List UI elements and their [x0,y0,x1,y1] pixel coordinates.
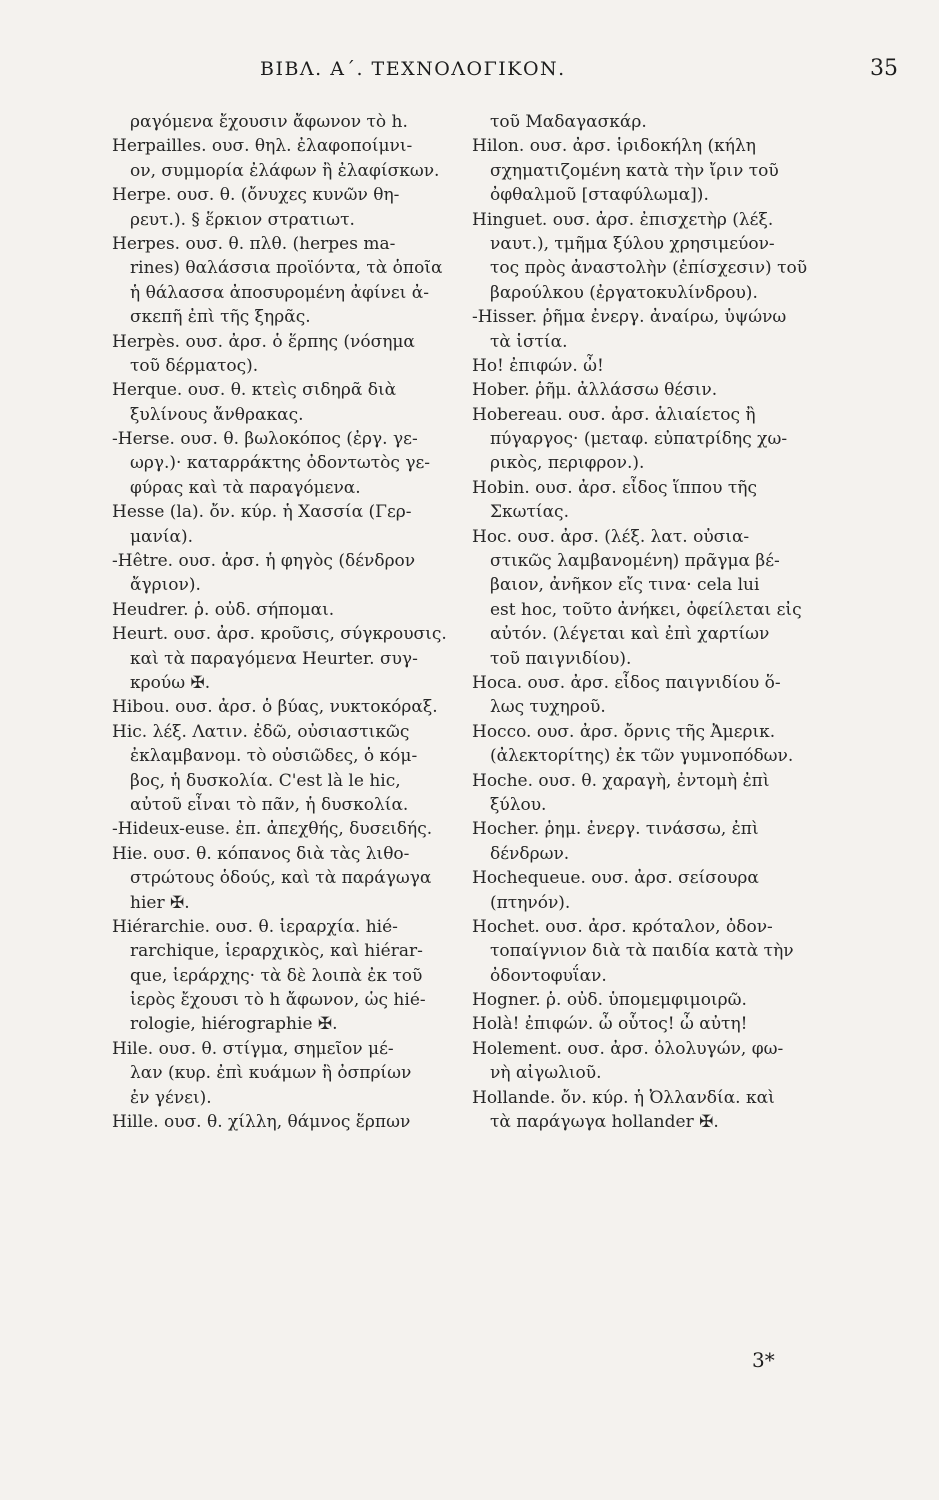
dictionary-line: rarchique, ἱεραρχικὸς, καὶ hiérar- [130,941,423,962]
dictionary-line: τὰ παράγωγα hollander ✠. [490,1112,719,1133]
dictionary-line: Hochequeue. ουσ. ἀρσ. σείσουρα [472,868,759,889]
dictionary-line: Hoca. ουσ. ἀρσ. εἶδος παιγνιδίου ὅ- [472,672,781,693]
dictionary-line: Hobereau. ουσ. ἀρσ. ἁλιαίετος ἢ [472,404,756,425]
dictionary-line: Herpes. ουσ. θ. πλθ. (herpes ma- [112,233,396,254]
dictionary-line: Hiérarchie. ουσ. θ. ἱεραρχία. hié- [112,916,398,937]
dictionary-line: Hober. ῥῆμ. ἀλλάσσω θέσιν. [472,380,718,401]
dictionary-line: Hile. ουσ. θ. στίγμα, σημεῖον μέ- [112,1038,394,1059]
left-column [112,110,460,1134]
dictionary-line: φύρας καὶ τὰ παραγόμενα. [130,477,361,498]
dictionary-line: μανία). [130,526,194,547]
dictionary-line: ρικὸς, περιφρον.). [490,453,645,474]
dictionary-line: Holà! ἐπιφών. ὦ οὗτος! ὦ αὐτη! [472,1014,748,1035]
dictionary-line: Herpe. ουσ. θ. (ὄνυχες κυνῶν θη- [112,185,400,206]
dictionary-line: Hinguet. ουσ. ἀρσ. ἐπισχετὴρ (λέξ. [472,209,774,230]
dictionary-line: τοῦ παιγνιδίου). [490,648,632,669]
dictionary-line: Herpès. ουσ. ἀρσ. ὁ ἕρπης (νόσημα [112,331,415,352]
dictionary-line: τοῦ Μαδαγασκάρ. [490,112,647,132]
page-title: ΒΙΒΛ. Α΄. ΤΕΧΝΟΛΟΓΙΚΟΝ. [260,58,566,80]
dictionary-line: ὀδοντοφυΐαν. [490,965,607,986]
dictionary-line: ωργ.)· καταρράκτης ὀδοντωτὸς γε- [130,453,431,474]
dictionary-line: τοπαίγνιον διὰ τὰ παιδία κατὰ τὴν [490,941,794,962]
dictionary-line: Σκωτίας. [490,502,569,523]
dictionary-line: τος πρὸς ἀναστολὴν (ἐπίσχεσιν) τοῦ [490,258,808,279]
dictionary-line: ρευτ.). § ἕρκιον στρατιωτ. [130,209,355,230]
dictionary-line: ναυτ.), τμῆμα ξύλου χρησιμεύον- [490,233,775,254]
dictionary-line: νὴ αἰγωλιοῦ. [490,1063,602,1084]
dictionary-line: hier ✠. [130,892,190,913]
dictionary-line: Hilon. ουσ. ἀρσ. ἱριδοκήλη (κήλη [472,136,756,157]
dictionary-line: ξύλου. [490,794,547,815]
dictionary-line: Heudrer. ῥ. οὐδ. σήπομαι. [112,599,335,620]
dictionary-line: -Herse. ουσ. θ. βωλοκόπος (ἐργ. γε- [112,429,418,450]
dictionary-line: Herque. ουσ. θ. κτεὶς σιδηρᾶ διὰ [112,380,397,401]
dictionary-line: δένδρων. [490,843,570,864]
dictionary-line: σκεπῆ ἐπὶ τῆς ξηρᾶς. [130,307,311,328]
dictionary-line: Holement. ουσ. ἀρσ. ὀλολυγών, φω- [472,1038,784,1059]
dictionary-line: Hoc. ουσ. ἀρσ. (λέξ. λατ. οὐσια- [472,526,750,547]
dictionary-line: αὐτόν. (λέγεται καὶ ἐπὶ χαρτίων [490,624,770,645]
dictionary-line: Hollande. ὄν. κύρ. ἡ Ὀλλανδία. καὶ [472,1087,775,1108]
dictionary-line: Heurt. ουσ. ἀρσ. κροῦσις, σύγκρουσις. [112,624,447,645]
dictionary-line: Hie. ουσ. θ. κόπανος διὰ τὰς λιθο- [112,843,410,864]
dictionary-line: ραγόμενα ἔχουσιν ἄφωνον τὸ h. [130,112,408,132]
running-head [110,56,898,88]
dictionary-line: πύγαργος· (μεταφ. εὐπατρίδης χω- [490,429,788,450]
dictionary-line: ὀφθαλμοῦ [σταφύλωμα]). [490,185,709,206]
dictionary-line: τὰ ἱστία. [490,331,568,352]
printer-signature: 3* [752,1348,775,1372]
dictionary-line: Hic. λέξ. Λατιν. ἐδῶ, οὐσιαστικῶς [112,721,410,742]
page-number: 35 [870,56,898,81]
dictionary-line: ξυλίνους ἄνθρακας. [130,404,304,425]
dictionary-line: (πτηνόν). [490,892,571,913]
dictionary-line: ἄγριον). [130,575,201,596]
dictionary-line: ἱερὸς ἔχουσι τὸ h ἄφωνον, ὡς hié- [130,990,426,1011]
dictionary-line: βος, ἡ δυσκολία. C'est là le hic, [130,770,401,791]
dictionary-line: Hocco. ουσ. ἀρσ. ὄρνις τῆς Ἀμερικ. [472,721,776,742]
dictionary-line: rologie, hiérographie ✠. [130,1014,338,1035]
dictionary-line: -Hideux-euse. ἐπ. ἀπεχθής, δυσειδής. [112,819,433,840]
dictionary-line: Hobin. ουσ. ἀρσ. εἶδος ἵππου τῆς [472,477,757,498]
dictionary-line: σχηματιζομένη κατὰ τὴν ἴριν τοῦ [490,160,779,181]
dictionary-line: Hoche. ουσ. θ. χαραγὴ, ἐντομὴ ἐπὶ [472,770,770,791]
dictionary-line: -Hisser. ῥῆμα ἐνεργ. ἀναίρω, ὑψώνω [472,307,787,328]
dictionary-line: que, ἱεράρχης· τὰ δὲ λοιπὰ ἐκ τοῦ [130,965,423,986]
dictionary-line: Herpailles. ουσ. θηλ. ἐλαφοποίμνι- [112,136,413,157]
dictionary-line: ον, συμμορία ἐλάφων ἢ ἐλαφίσκων. [130,160,440,181]
dictionary-line: καὶ τὰ παραγόμενα Heurter. συγ- [130,648,418,669]
dictionary-line: Hibou. ουσ. ἀρσ. ὁ βύας, νυκτοκόραξ. [112,697,438,718]
dictionary-line: Hocher. ῥημ. ἐνεργ. τινάσσω, ἐπὶ [472,819,759,840]
right-column [472,110,834,1134]
dictionary-line: (ἀλεκτορίτης) ἐκ τῶν γυμνοπόδων. [490,746,794,767]
dictionary-line: ἡ θάλασσα ἀποσυρομένη ἀφίνει ἀ- [130,282,429,303]
dictionary-line: κρούω ✠. [130,672,211,693]
dictionary-line: rines) θαλάσσια προϊόντα, τὰ ὁποῖα [130,258,443,279]
dictionary-line: βαρούλκου (ἐργατοκυλίνδρου). [490,282,758,303]
dictionary-line: αὐτοῦ εἶναι τὸ πᾶν, ἡ δυσκολία. [130,794,409,815]
dictionary-line: βαιον, ἀνῆκον εἴς τινα· cela lui [490,575,760,596]
dictionary-line: Hille. ουσ. θ. χίλλη, θάμνος ἕρπων [112,1112,411,1133]
dictionary-line: στικῶς λαμβανομένη) πρᾶγμα βέ- [490,551,780,572]
dictionary-line: -Hêtre. ουσ. ἀρσ. ἡ φηγὸς (δένδρον [112,551,416,572]
dictionary-line: ἐκλαμβανομ. τὸ οὐσιῶδες, ὁ κόμ- [130,746,418,767]
dictionary-line: στρώτους ὁδούς, καὶ τὰ παράγωγα [130,868,432,889]
dictionary-line: Hochet. ουσ. ἀρσ. κρόταλον, ὀδον- [472,916,773,937]
dictionary-line: τοῦ δέρματος). [130,355,259,376]
dictionary-line: Hesse (la). ὄν. κύρ. ἡ Χασσία (Γερ- [112,502,412,523]
dictionary-line: est hoc, τοῦτο ἀνήκει, ὀφείλεται εἰς [490,599,802,620]
dictionary-line: ἐν γένει). [130,1087,212,1108]
dictionary-line: Hogner. ῥ. οὐδ. ὑπομεμφιμοιρῶ. [472,990,747,1011]
dictionary-line: λως τυχηροῦ. [490,697,606,718]
dictionary-line: Ho! ἐπιφών. ὦ! [472,355,604,376]
dictionary-line: λαν (κυρ. ἐπὶ κυάμων ἢ ὀσπρίων [130,1063,412,1084]
